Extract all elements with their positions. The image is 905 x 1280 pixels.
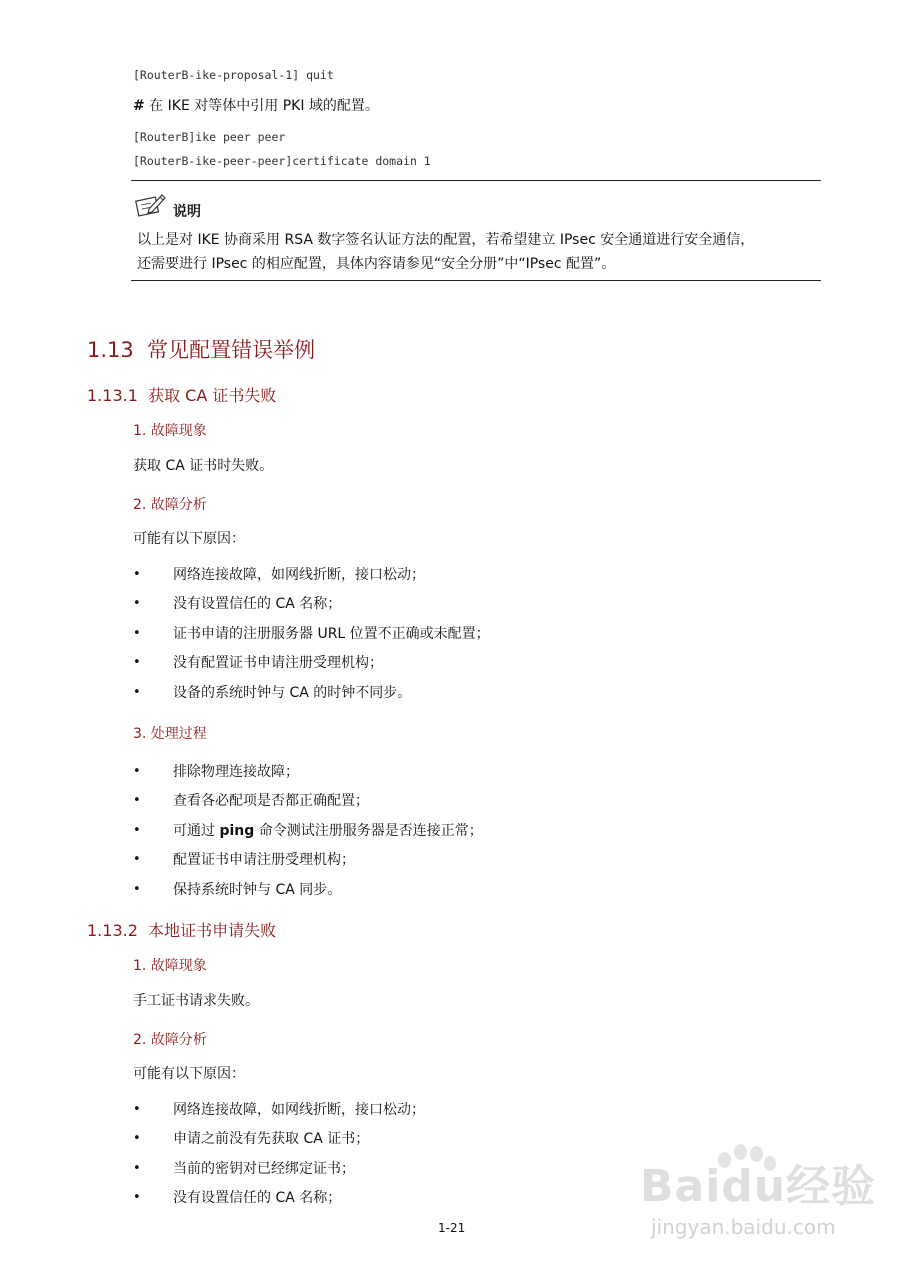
- subsection-1-title: 获取 CA 证书失败: [148, 386, 277, 405]
- list-item-text: 配置证书申请注册受理机构；: [173, 852, 355, 869]
- bullet-dot: •: [133, 684, 141, 700]
- subsection-2-heading: [87, 918, 276, 941]
- bullet-dot: •: [133, 822, 141, 838]
- watermark-url: jingyan.baidu.com: [651, 1215, 836, 1239]
- list-item-text: 排除物理连接故障；: [173, 764, 299, 780]
- section-number: 1.13: [87, 338, 134, 362]
- comment-text: 在 IKE 对等体中引用 PKI 域的配置。: [144, 98, 379, 114]
- list-item-text: 没有设置信任的 CA 名称；: [173, 596, 342, 613]
- code-line-ike-peer: [RouterB]ike peer peer: [133, 130, 286, 144]
- section-heading: [87, 334, 315, 364]
- subsection-2-symptom-heading: 1. 故障现象: [133, 958, 207, 974]
- page-number: 1-21: [438, 1221, 466, 1235]
- bullet-dot: •: [133, 1102, 141, 1117]
- list-item-text: 查看各必配项是否都正确配置；: [173, 793, 369, 810]
- bullet-dot: •: [133, 567, 141, 582]
- note-box: [131, 180, 821, 281]
- subsection-2-analysis-heading: 2. 故障分析: [133, 1032, 207, 1048]
- bullet-dot: •: [133, 625, 141, 641]
- bullet-dot: •: [133, 596, 141, 612]
- subsection-1-heading: [87, 383, 276, 406]
- list-item-text: 没有设置信任的 CA 名称；: [173, 1190, 342, 1207]
- note-title: 说明: [173, 204, 201, 220]
- note-line-1: 以上是对 IKE 协商采用 RSA 数字签名认证方法的配置，若希望建立 IPsec 安全通道进行安全通信，: [137, 232, 755, 248]
- bullet-dot: •: [133, 764, 141, 779]
- subsection-1-analysis-intro: 可能有以下原因：: [133, 531, 245, 547]
- command-ping: ping: [219, 822, 255, 839]
- list-item-text: 申请之前没有先获取 CA 证书；: [173, 1131, 370, 1148]
- list-item-text: 可通过 ping 命令测试注册服务器是否连接正常；: [173, 822, 483, 839]
- note-pencil-icon: [135, 191, 167, 217]
- list-item-text: 没有配置证书申请注册受理机构；: [173, 655, 383, 672]
- note-line-2: 还需要进行 IPsec 的相应配置，具体内容请参见“安全分册”中“IPsec 配置”。: [137, 256, 616, 272]
- list-item-text: 网络连接故障，如网线折断，接口松动；: [173, 567, 425, 583]
- list-item-text: 设备的系统时钟与 CA 的时钟不同步。: [173, 684, 412, 701]
- bullet-dot: •: [133, 1131, 141, 1147]
- bullet-dot: •: [133, 852, 141, 868]
- subsection-1-symptom-heading: 1. 故障现象: [133, 423, 207, 439]
- watermark-logo: Baidu经验: [640, 1161, 877, 1212]
- code-line-proposal-quit: [RouterB-ike-proposal-1] quit: [133, 68, 334, 82]
- comment-hash: #: [133, 98, 145, 114]
- list-item-text: 当前的密钥对已经绑定证书；: [173, 1160, 355, 1177]
- comment-line: [133, 95, 379, 115]
- bullet-dot: •: [133, 655, 141, 671]
- subsection-2-symptom-text: 手工证书请求失败。: [133, 993, 259, 1009]
- subsection-2-number: 1.13.2: [87, 921, 138, 940]
- list-item-text: 网络连接故障，如网线折断，接口松动；: [173, 1102, 425, 1118]
- subsection-1-symptom-text: 获取 CA 证书时失败。: [133, 458, 274, 474]
- subsection-1-process-heading: 3. 处理过程: [133, 726, 207, 742]
- subsection-2-title: 本地证书申请失败: [148, 921, 277, 940]
- code-line-certificate-domain: [RouterB-ike-peer-peer]certificate domain 1: [133, 154, 431, 168]
- bullet-dot: •: [133, 1160, 141, 1176]
- list-item-text: 证书申请的注册服务器 URL 位置不正确或未配置；: [173, 625, 490, 642]
- subsection-1-analysis-heading: 2. 故障分析: [133, 497, 207, 513]
- bullet-dot: •: [133, 793, 141, 809]
- bullet-dot: •: [133, 881, 141, 897]
- bullet-dot: •: [133, 1190, 141, 1206]
- list-item-text: 保持系统时钟与 CA 同步。: [173, 881, 342, 898]
- section-title: 常见配置错误举例: [147, 338, 316, 362]
- subsection-1-number: 1.13.1: [87, 386, 138, 405]
- subsection-2-analysis-intro: 可能有以下原因：: [133, 1066, 245, 1082]
